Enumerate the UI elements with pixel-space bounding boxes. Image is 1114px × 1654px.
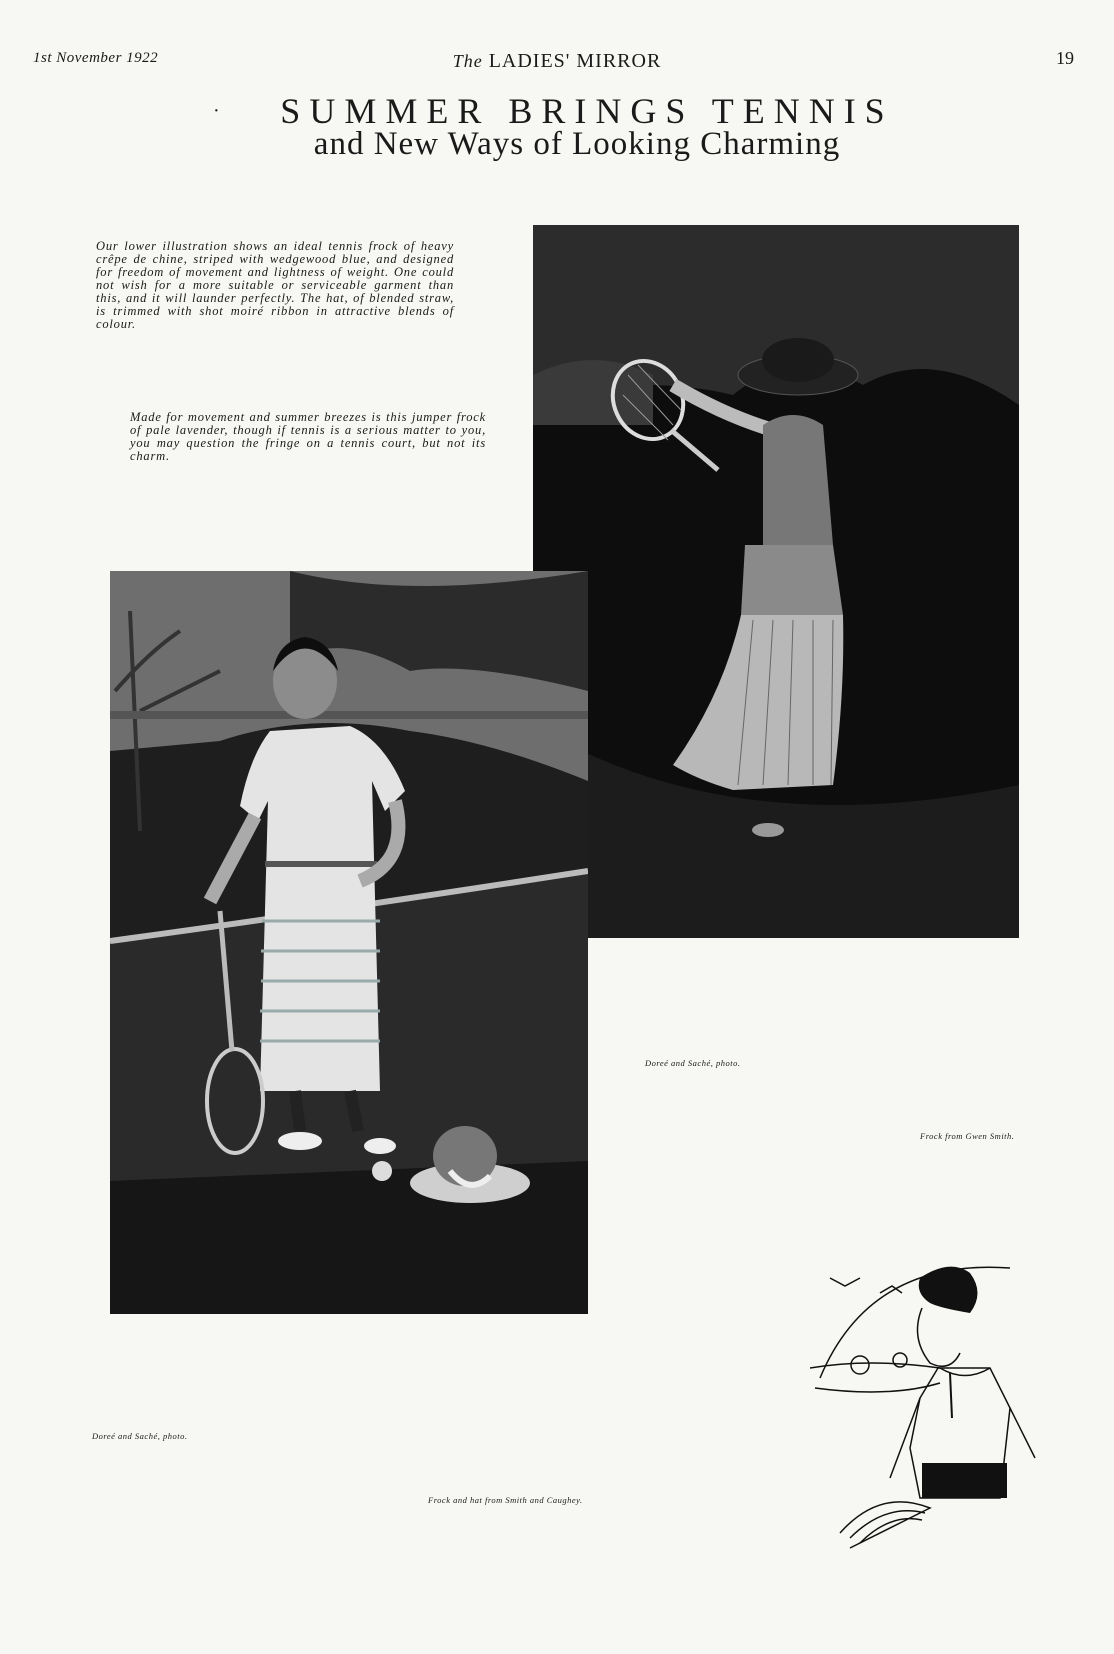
- photo-striped-frock-image: [110, 571, 588, 1314]
- credit-lower-frock: Frock and hat from Smith and Caughey.: [428, 1495, 583, 1505]
- credit-upper-frock: Frock from Gwen Smith.: [920, 1131, 1015, 1141]
- photo-fringed-frock-image: [533, 225, 1019, 938]
- caption-lower-illustration: Our lower illustration shows an ideal tennis frock of heavy crêpe de chine, striped with wedgewood blue, and designed for freedom of movement and lightness of weight. One could not wish for a more suitable or serviceable garment than this, and it will launder perfectly. The hat, of blended straw, is trimmed with shot moiré ribbon in attractive blends of colour.: [96, 239, 454, 331]
- masthead-the: The: [452, 51, 483, 71]
- credit-upper-photo: Doreé and Saché, photo.: [645, 1058, 741, 1068]
- headline-line-1: SUMMER BRINGS TENNIS: [280, 91, 894, 131]
- caption-jumper-frock: Made for movement and summer breezes is this jumper frock of pale lavender, though if tennis is a serious matter to you, you may question the fringe on a tennis court, but not its charm.: [130, 410, 486, 463]
- photo-fringed-frock: [533, 225, 1019, 938]
- photo-striped-frock: [110, 571, 588, 1314]
- issue-date: 1st November 1922: [33, 50, 159, 66]
- headline-line-2: and New Ways of Looking Charming: [313, 126, 841, 162]
- masthead-name: LADIES' MIRROR: [488, 50, 662, 72]
- sketch-tennis-blouse-drawing: [810, 1248, 1050, 1558]
- sketch-tennis-blouse: [810, 1248, 1050, 1558]
- masthead: [0, 50, 1114, 73]
- credit-lower-photo: Doreé and Saché, photo.: [92, 1431, 188, 1441]
- title-ornament: ·: [213, 100, 220, 122]
- page-number: 19: [1056, 48, 1074, 68]
